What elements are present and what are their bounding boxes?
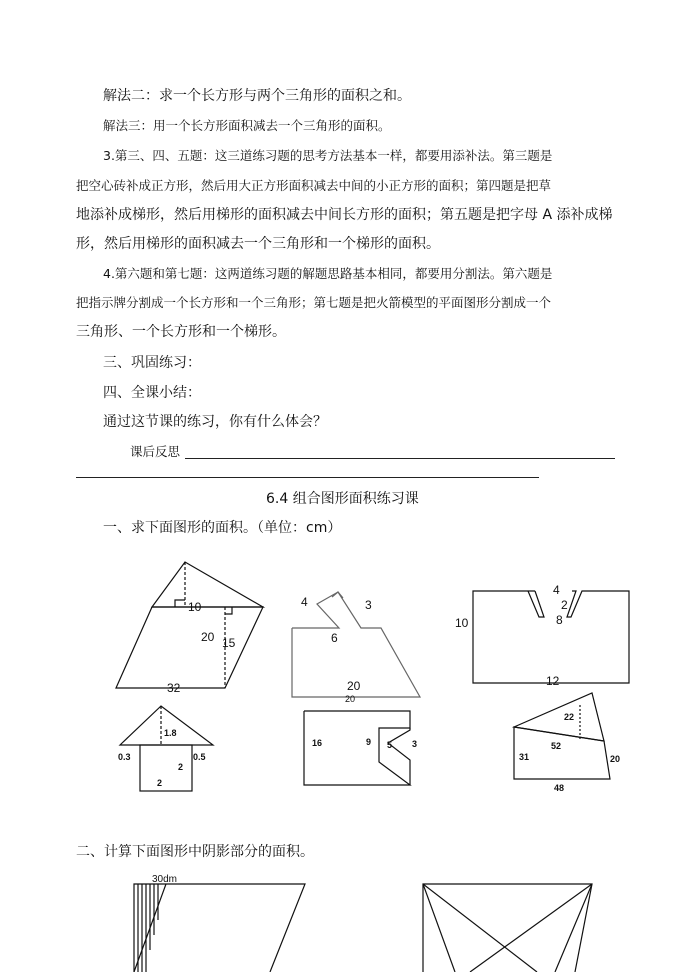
fig6-bottom-label: 48	[554, 783, 565, 793]
reflection-label: 课后反思	[130, 444, 181, 459]
para3-line1: 3.第三、四、五题：这三道练习题的思考方法基本一样，都要用添补法。第三题是	[103, 148, 553, 163]
fig4-right-label: 0.5	[193, 752, 206, 762]
fig5-right-label: 3	[412, 739, 418, 749]
figure-composite-six	[514, 693, 610, 779]
fig1-bottom-label: 32	[167, 681, 181, 695]
fig3-inner-label: 8	[556, 613, 563, 627]
para4-line3: 三角形、一个长方形和一个梯形。	[76, 324, 286, 340]
part-two-heading: 二、计算下面图形中阴影部分的面积。	[76, 844, 314, 860]
figure-shaded-parallelogram	[134, 884, 305, 972]
method-two: 解法二：求一个长方形与两个三角形的面积之和。	[103, 88, 411, 104]
para4-line2: 把指示牌分割成一个长方形和一个三角形；第七题是把火箭模型的平面图形分割成一个	[76, 295, 552, 310]
fig2-mid-label: 6	[331, 631, 338, 645]
fig4-left-label: 0.3	[118, 752, 131, 762]
fig6-right-label: 20	[610, 754, 621, 764]
fig4-base-label: 2	[157, 778, 163, 788]
figure-triangle-trapezoid	[116, 562, 263, 688]
figure-arrow-notch	[304, 711, 410, 785]
fig1-inner-label: 15	[222, 636, 236, 650]
fig2-bottom-dup-label: 20	[345, 694, 356, 704]
figure-house	[120, 706, 213, 791]
fig7-label: 30dm	[152, 874, 178, 885]
lesson-title: 6.4 组合图形面积练习课	[266, 491, 419, 507]
fig4-side-label: 2	[178, 762, 184, 772]
fig2-bottom-label: 20	[347, 679, 361, 693]
fig2-left-label: 4	[301, 595, 308, 609]
section-three: 三、巩固练习：	[103, 355, 201, 371]
figure-notched-rectangle	[473, 591, 629, 683]
fig1-top-label: 10	[188, 600, 202, 614]
fig3-bottom-label: 12	[546, 674, 560, 688]
fig6-mid-label: 52	[551, 741, 562, 751]
para3-line2: 把空心砖补成正方形，然后用大正方形面积减去中间的小正方形的面积；第四题是把草	[76, 178, 552, 193]
para3-line3: 地添补成梯形，然后用梯形的面积减去中间长方形的面积；第五题是把字母 A 添补成梯	[76, 207, 613, 223]
fig3-left-label: 10	[455, 616, 469, 630]
fig5-left-label: 16	[312, 738, 323, 748]
fig5-notch-label: 5	[387, 740, 393, 750]
fig5-inner-label: 9	[366, 737, 372, 747]
fig6-left-label: 31	[519, 752, 530, 762]
para3-line4: 形，然后用梯形的面积减去一个三角形和一个梯形的面积。	[76, 236, 440, 252]
fig3-top-label: 4	[553, 583, 560, 597]
method-three: 解法三：用一个长方形面积减去一个三角形的面积。	[103, 118, 391, 133]
fig1-height-label: 20	[201, 630, 215, 644]
fig2-right-label: 3	[365, 598, 372, 612]
para4-line1: 4.第六题和第七题：这两道练习题的解题思路基本相同，都要用分割法。第六题是	[103, 266, 553, 281]
summary-question: 通过这节课的练习，你有什么体会？	[103, 414, 327, 430]
part-one-heading: 一、求下面图形的面积。（单位：cm）	[103, 520, 342, 536]
fig6-tri-label: 22	[564, 712, 575, 722]
fig3-notch-label: 2	[561, 598, 568, 612]
fig4-height-label: 1.8	[164, 728, 177, 738]
section-four: 四、全课小结：	[103, 385, 201, 401]
figure-crossed-trapezoid	[423, 884, 592, 972]
